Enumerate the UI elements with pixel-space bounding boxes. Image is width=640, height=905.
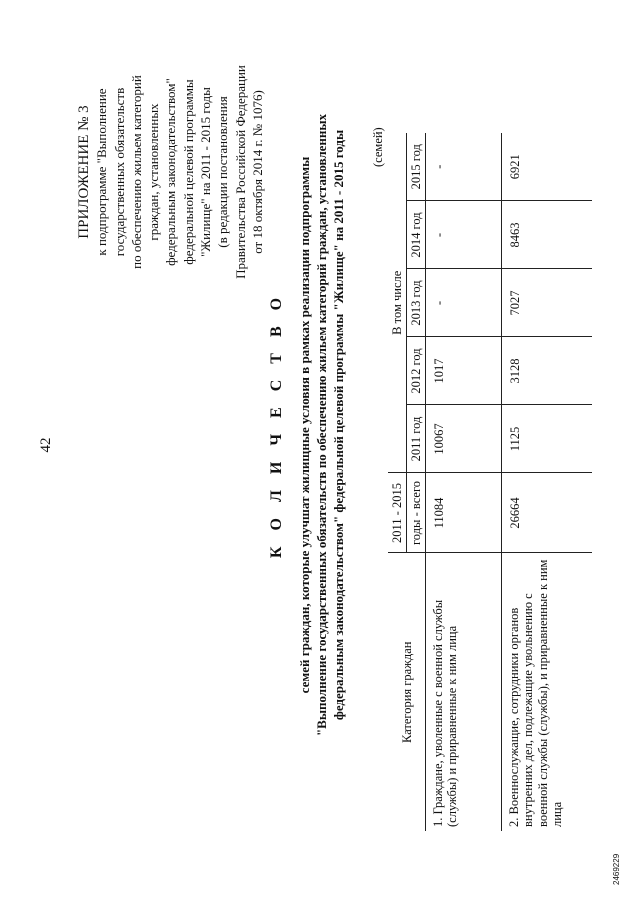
- header-year: 2015 год: [407, 133, 426, 201]
- header-including: В том числе: [388, 133, 407, 473]
- header-year: 2011 год: [407, 405, 426, 473]
- row-value: 6921: [502, 133, 592, 201]
- row-category: 2. Военнослужащие, сотрудники органов внутренних дел, подлежащие увольнению с военной службы (службы), и приравненные к ним лица: [502, 553, 592, 831]
- appendix-line: федеральным законодательством": [163, 78, 179, 266]
- header-year: 2013 год: [407, 269, 426, 337]
- header-year: 2012 год: [407, 337, 426, 405]
- row-total: 11084: [426, 473, 502, 553]
- row-value: 1017: [426, 337, 502, 405]
- appendix-line: государственных обязательств: [111, 87, 127, 257]
- heading-title: К О Л И Ч Е С Т В О: [268, 291, 285, 559]
- header-year: 2014 год: [407, 201, 426, 269]
- header-total-bottom: годы - всего: [407, 473, 426, 553]
- row-category: 1. Граждане, уволенные с военной службы (службы) и приравненные к ним лица: [426, 553, 502, 831]
- row-value: -: [426, 269, 502, 337]
- row-value: 8463: [502, 201, 592, 269]
- appendix-line: от 18 октября 2014 г. № 1076): [249, 90, 265, 254]
- row-value: -: [426, 201, 502, 269]
- table-row: [426, 133, 502, 831]
- page-number: 42: [38, 437, 54, 453]
- appendix-line: к подпрограмме "Выполнение: [94, 88, 110, 256]
- appendix-line: Правительства Российской Федерации: [232, 65, 248, 279]
- appendix-line: федеральной целевой программы: [180, 79, 196, 265]
- row-value: 7027: [502, 269, 592, 337]
- appendix-line: "Жилище" на 2011 - 2015 годы: [198, 87, 214, 257]
- heading-subtitle-line: семей граждан, которые улучшат жилищные условия в рамках реализации подпрограммы: [297, 156, 312, 694]
- appendix-line: граждан, установленных: [146, 103, 162, 241]
- table-row: [502, 133, 592, 831]
- appendix-line: (в редакции постановления: [215, 96, 231, 248]
- heading-subtitle-line: "Выполнение государственных обязательств по обеспечению жильем категорий граждан, установленных: [314, 113, 329, 737]
- row-value: 3128: [502, 337, 592, 405]
- document-id: 2469229: [612, 853, 621, 885]
- document-heading: [268, 65, 347, 785]
- row-value: 10067: [426, 405, 502, 473]
- heading-subtitle-line: федеральным законодательством" федеральной целевой программы "Жилище" на 2011 - 2015 годы: [331, 129, 346, 721]
- header-category: Категория граждан: [388, 553, 426, 831]
- row-value: -: [426, 133, 502, 201]
- appendix-line: ПРИЛОЖЕНИЕ № 3: [76, 105, 92, 239]
- appendix-block: [76, 47, 266, 297]
- header-total-top: 2011 - 2015: [388, 473, 407, 553]
- row-total: 26664: [502, 473, 592, 553]
- row-value: 1125: [502, 405, 592, 473]
- families-table: [388, 133, 592, 831]
- appendix-line: по обеспечению жильем категорий: [128, 75, 144, 269]
- units-label: (семей): [371, 127, 385, 167]
